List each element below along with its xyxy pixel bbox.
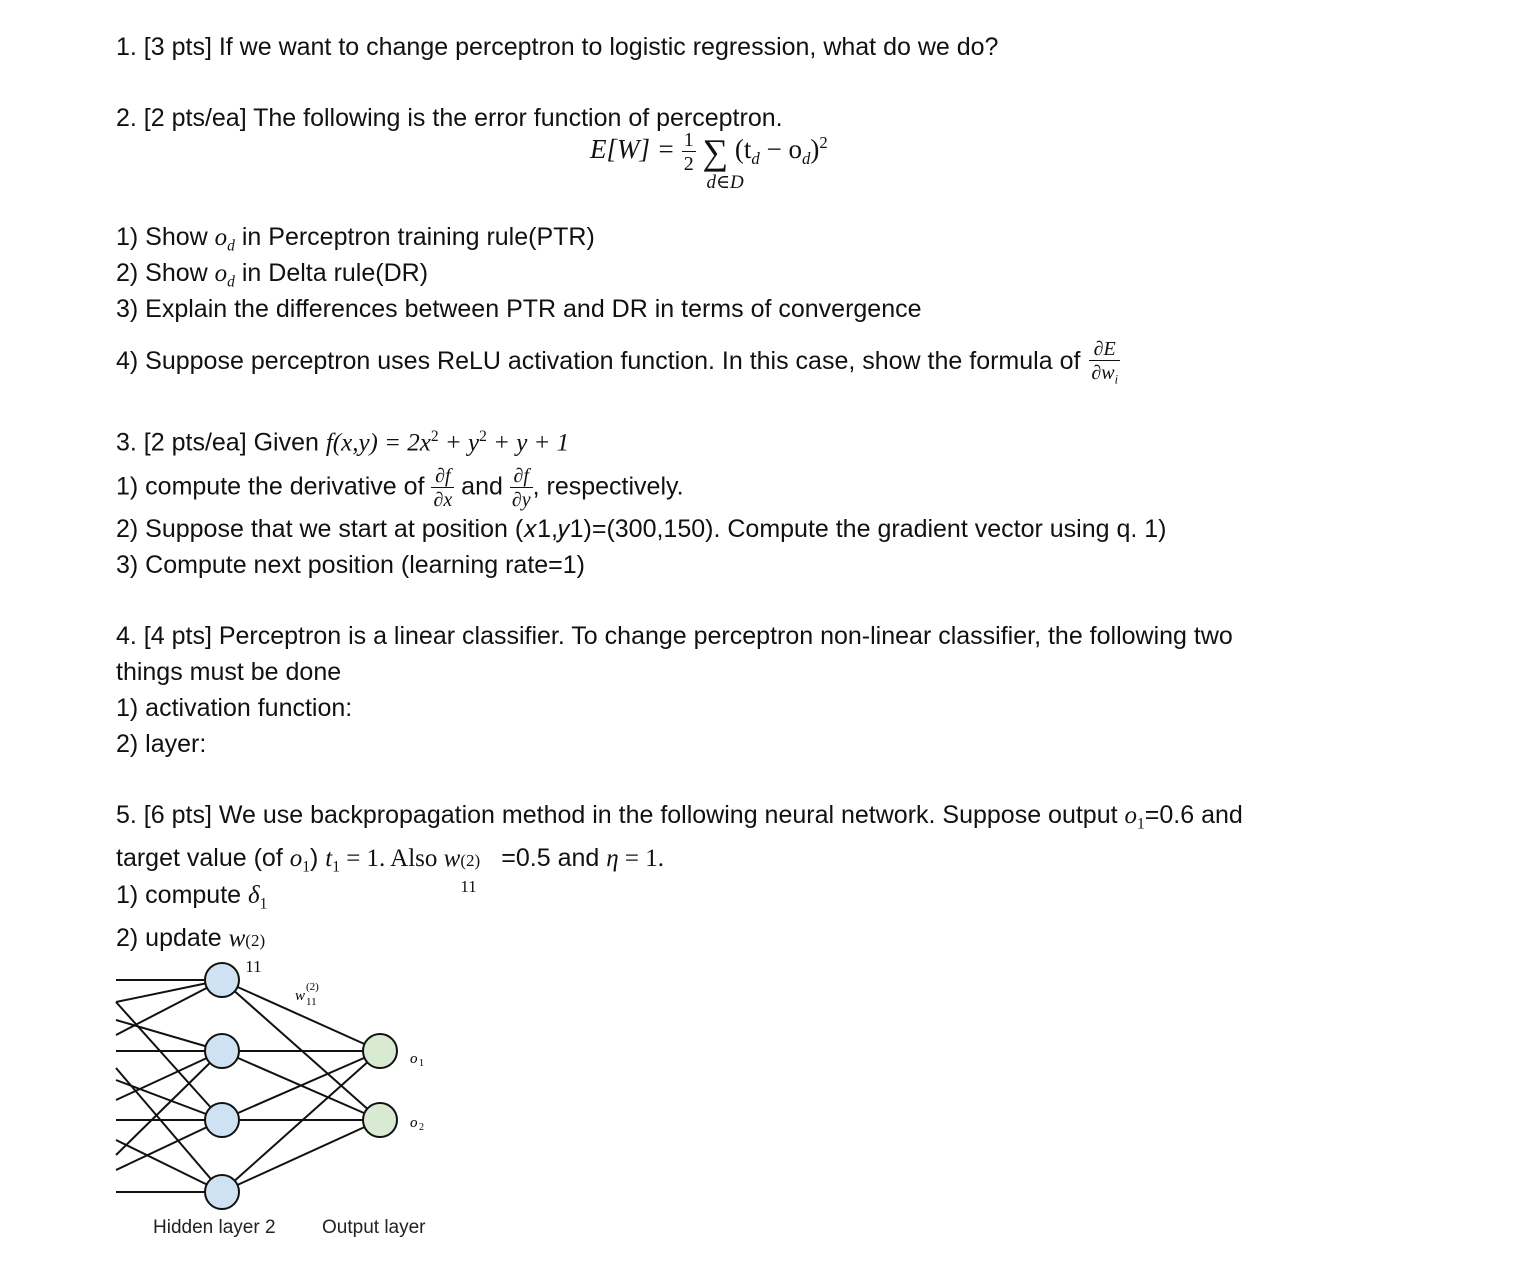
output-label-o2: o	[410, 1115, 418, 1131]
output-label-o1-sub: 1	[419, 1058, 424, 1069]
question-2-item-2: 2) Show $o_d$ in Delta rule(DR)	[116, 259, 429, 291]
question-5-line-2: target value (of $o_1$) $t_1 = 1$. Also w (2) 11 =0.5 and η = 1.	[116, 844, 665, 896]
question-5-line-1: 5. [6 pts] We use backpropagation method in the following neural network. Suppose output $o_1=0.6$ and	[116, 801, 1243, 833]
question-2-item-1: 1) Show $o_d$ in Perceptron training rule(PTR)	[116, 223, 595, 255]
question-3-item-3: 3) Compute next position (learning rate=1)	[116, 551, 586, 579]
output-node-2	[363, 1103, 397, 1137]
output-label-o2-sub: 2	[419, 1122, 424, 1133]
hidden-node-4	[205, 1175, 239, 1209]
question-4-item-2: 2) layer:	[116, 730, 207, 758]
error-function-equation: E[W] = $\frac{1}{2}$ ∑ d∈D $(t_d - o_d)^2$	[590, 129, 828, 193]
question-4-line-2: things must be done	[116, 658, 342, 686]
hidden-layer-label: Hidden layer 2	[153, 1217, 276, 1238]
question-3-item-1: 1) compute the derivative of $\frac{\partial f}{\partial x}$ and $\frac{\partial f}{\partial y}$ , respectively.	[116, 465, 684, 511]
hidden-node-2	[205, 1034, 239, 1068]
question-3-item-2: 2) Suppose that we start at position (𝑥1,𝑦1)=(300,150). Compute the gradient vector using q. 1)	[116, 515, 1167, 543]
question-4-item-1: 1) activation function:	[116, 694, 353, 722]
hidden-node-1	[205, 963, 239, 997]
weight-label: w	[295, 988, 306, 1004]
question-2-item-3: 3) Explain the differences between PTR and DR in terms of convergence	[116, 295, 922, 323]
output-node-1	[363, 1034, 397, 1068]
question-2-header: 2. [2 pts/ea] The following is the error function of perceptron.	[116, 104, 783, 132]
output-layer-label: Output layer	[322, 1217, 426, 1238]
hidden-node-3	[205, 1103, 239, 1137]
question-1: 1. [3 pts] If we want to change perceptron to logistic regression, what do we do?	[116, 33, 999, 61]
weight-label-sub: 11	[306, 996, 317, 1008]
question-5-item-1: 1) compute $\delta_1$	[116, 881, 268, 913]
network-edges	[116, 980, 380, 1192]
weight-label-sup: (2)	[306, 981, 319, 993]
question-5-item-2: 2) update w (2) 11	[116, 924, 266, 976]
question-3-header: 3. [2 pts/ea] Given $f(x,y) = 2x^2 + y^2 + y + 1$	[116, 428, 570, 457]
question-2-item-4: 4) Suppose perceptron uses ReLU activation function. In this case, show the formula of $\frac{\partial E}{\partial w_i}$	[116, 338, 1119, 387]
neural-network-diagram	[0, 950, 520, 1250]
output-label-o1: o	[410, 1051, 418, 1067]
question-4-line-1: 4. [4 pts] Perceptron is a linear classifier. To change perceptron non-linear classifier, the following two	[116, 622, 1233, 650]
